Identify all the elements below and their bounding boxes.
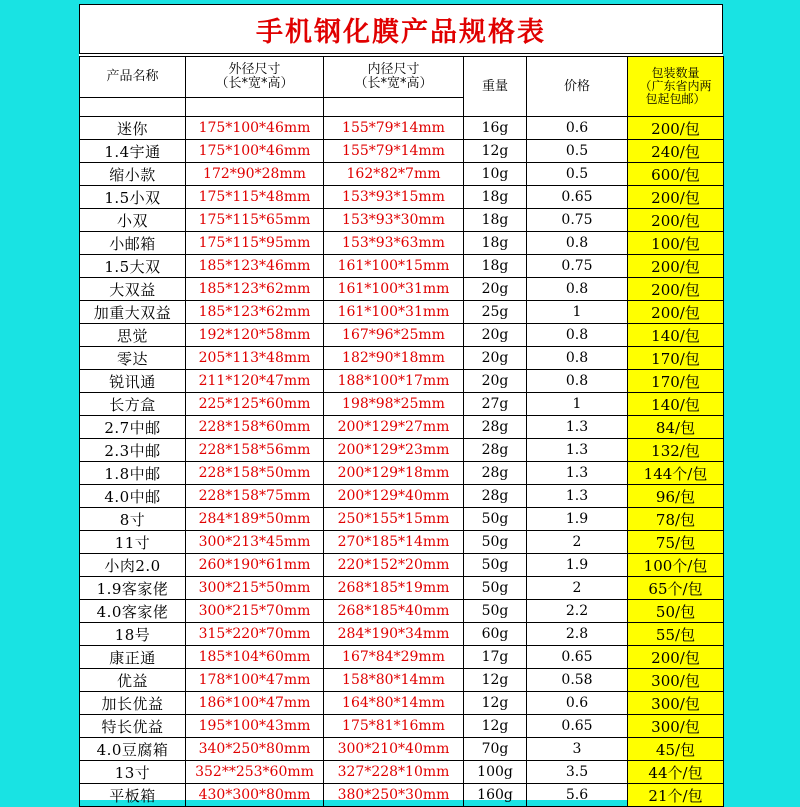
product-name-cell: 加重大双益 [80,301,186,324]
weight-cell: 12g [464,669,527,692]
package-qty-cell: 170/包 [628,370,724,393]
price-cell: 0.65 [527,715,628,738]
package-qty-cell: 75/包 [628,531,724,554]
table-header [80,57,724,117]
weight-cell: 18g [464,232,527,255]
price-cell: 0.5 [527,140,628,163]
header-inner-size-title: 内径尺寸 [367,62,420,77]
weight-cell: 20g [464,347,527,370]
price-cell: 1.3 [527,416,628,439]
table-row [80,623,724,646]
product-name-cell: 大双益 [80,278,186,301]
inner-size-cell: 164*80*14mm [324,692,464,715]
product-name-cell: 1.8中邮 [80,462,186,485]
package-qty-cell: 84/包 [628,416,724,439]
weight-cell: 18g [464,255,527,278]
package-qty-cell: 100个/包 [628,554,724,577]
header-blank-cell [324,98,464,117]
outer-size-cell: 175*100*46mm [186,140,324,163]
weight-cell: 10g [464,163,527,186]
outer-size-cell: 185*123*62mm [186,278,324,301]
inner-size-cell: 220*152*20mm [324,554,464,577]
weight-cell: 12g [464,692,527,715]
table-row [80,324,724,347]
header-package-qty-note2: 包起包邮） [645,92,706,106]
table-row [80,577,724,600]
table-body [80,117,724,807]
outer-size-cell: 225*125*60mm [186,393,324,416]
table-row [80,163,724,186]
table-row [80,669,724,692]
price-cell: 1.9 [527,508,628,531]
product-name-cell: 4.0中邮 [80,485,186,508]
inner-size-cell: 182*90*18mm [324,347,464,370]
header-weight: 重量 [464,57,527,117]
weight-cell: 60g [464,623,527,646]
inner-size-cell: 200*129*18mm [324,462,464,485]
price-cell: 2.8 [527,623,628,646]
weight-cell: 28g [464,439,527,462]
package-qty-cell: 600/包 [628,163,724,186]
table-row [80,554,724,577]
inner-size-cell: 155*79*14mm [324,140,464,163]
inner-size-cell: 153*93*30mm [324,209,464,232]
outer-size-cell: 195*100*43mm [186,715,324,738]
weight-cell: 18g [464,186,527,209]
price-cell: 0.8 [527,370,628,393]
product-name-cell: 思觉 [80,324,186,347]
inner-size-cell: 200*129*23mm [324,439,464,462]
header-outer-size-dims: （长*宽*高） [215,76,294,91]
inner-size-cell: 268*185*40mm [324,600,464,623]
price-cell: 1.3 [527,485,628,508]
inner-size-cell: 188*100*17mm [324,370,464,393]
outer-size-cell: 186*100*47mm [186,692,324,715]
product-name-cell: 1.9客家佬 [80,577,186,600]
table-row [80,508,724,531]
package-qty-cell: 200/包 [628,209,724,232]
package-qty-cell: 50/包 [628,600,724,623]
outer-size-cell: 205*113*48mm [186,347,324,370]
table-row [80,600,724,623]
product-name-cell: 缩小款 [80,163,186,186]
table-row [80,232,724,255]
package-qty-cell: 140/包 [628,393,724,416]
product-name-cell: 迷你 [80,117,186,140]
inner-size-cell: 167*96*25mm [324,324,464,347]
inner-size-cell: 250*155*15mm [324,508,464,531]
package-qty-cell: 45/包 [628,738,724,761]
table-row [80,646,724,669]
weight-cell: 20g [464,278,527,301]
outer-size-cell: 352**253*60mm [186,761,324,784]
header-price: 价格 [527,57,628,117]
table-row [80,784,724,807]
inner-size-cell: 158*80*14mm [324,669,464,692]
weight-cell: 50g [464,531,527,554]
header-blank-cell [186,98,324,117]
price-cell: 3 [527,738,628,761]
outer-size-cell: 300*215*70mm [186,600,324,623]
product-name-cell: 小邮箱 [80,232,186,255]
product-name-cell: 平板箱 [80,784,186,807]
table-row [80,393,724,416]
inner-size-cell: 284*190*34mm [324,623,464,646]
price-cell: 0.75 [527,255,628,278]
outer-size-cell: 300*213*45mm [186,531,324,554]
outer-size-cell: 192*120*58mm [186,324,324,347]
product-name-cell: 1.5大双 [80,255,186,278]
table-row [80,439,724,462]
weight-cell: 160g [464,784,527,807]
inner-size-cell: 270*185*14mm [324,531,464,554]
package-qty-cell: 170/包 [628,347,724,370]
package-qty-cell: 200/包 [628,186,724,209]
package-qty-cell: 140/包 [628,324,724,347]
header-outer-size [186,57,324,98]
header-blank-cell [80,98,186,117]
page-title: 手机钢化膜产品规格表 [79,4,723,54]
price-cell: 1.3 [527,462,628,485]
weight-cell: 50g [464,577,527,600]
header-inner-size-dims: （长*宽*高） [354,76,433,91]
price-cell: 2.2 [527,600,628,623]
product-name-cell: 4.0客家佬 [80,600,186,623]
price-cell: 0.65 [527,186,628,209]
table-row [80,186,724,209]
table-row [80,301,724,324]
header-package-qty-title: 包装数量 [651,66,700,80]
weight-cell: 70g [464,738,527,761]
weight-cell: 50g [464,508,527,531]
inner-size-cell: 161*100*15mm [324,255,464,278]
inner-size-cell: 175*81*16mm [324,715,464,738]
outer-size-cell: 175*115*95mm [186,232,324,255]
package-qty-cell: 100/包 [628,232,724,255]
weight-cell: 12g [464,715,527,738]
outer-size-cell: 172*90*28mm [186,163,324,186]
table-row [80,347,724,370]
outer-size-cell: 300*215*50mm [186,577,324,600]
price-cell: 0.8 [527,324,628,347]
product-name-cell: 13寸 [80,761,186,784]
outer-size-cell: 211*120*47mm [186,370,324,393]
package-qty-cell: 55/包 [628,623,724,646]
weight-cell: 27g [464,393,527,416]
package-qty-cell: 96/包 [628,485,724,508]
price-cell: 5.6 [527,784,628,807]
product-name-cell: 长方盒 [80,393,186,416]
outer-size-cell: 260*190*61mm [186,554,324,577]
inner-size-cell: 200*129*27mm [324,416,464,439]
table-row [80,715,724,738]
outer-size-cell: 430*300*80mm [186,784,324,807]
product-name-cell: 特长优益 [80,715,186,738]
inner-size-cell: 161*100*31mm [324,278,464,301]
price-cell: 0.6 [527,117,628,140]
price-cell: 0.58 [527,669,628,692]
header-inner-size [324,57,464,98]
outer-size-cell: 175*115*65mm [186,209,324,232]
outer-size-cell: 340*250*80mm [186,738,324,761]
inner-size-cell: 162*82*7mm [324,163,464,186]
product-name-cell: 2.3中邮 [80,439,186,462]
inner-size-cell: 200*129*40mm [324,485,464,508]
table-row [80,485,724,508]
spec-table [79,56,724,807]
price-cell: 0.65 [527,646,628,669]
outer-size-cell: 228*158*60mm [186,416,324,439]
inner-size-cell: 153*93*15mm [324,186,464,209]
price-cell: 2 [527,577,628,600]
outer-size-cell: 315*220*70mm [186,623,324,646]
outer-size-cell: 175*100*46mm [186,117,324,140]
table-row [80,738,724,761]
outer-size-cell: 185*104*60mm [186,646,324,669]
package-qty-cell: 300/包 [628,669,724,692]
outer-size-cell: 185*123*46mm [186,255,324,278]
package-qty-cell: 132/包 [628,439,724,462]
package-qty-cell: 21个/包 [628,784,724,807]
outer-size-cell: 228*158*75mm [186,485,324,508]
weight-cell: 20g [464,324,527,347]
package-qty-cell: 200/包 [628,278,724,301]
product-name-cell: 小双 [80,209,186,232]
inner-size-cell: 198*98*25mm [324,393,464,416]
price-cell: 0.75 [527,209,628,232]
outer-size-cell: 228*158*50mm [186,462,324,485]
header-package-qty-note1: （广东省内两 [639,79,712,93]
product-name-cell: 优益 [80,669,186,692]
weight-cell: 17g [464,646,527,669]
product-name-cell: 康正通 [80,646,186,669]
package-qty-cell: 200/包 [628,255,724,278]
product-name-cell: 1.5小双 [80,186,186,209]
package-qty-cell: 300/包 [628,715,724,738]
price-cell: 3.5 [527,761,628,784]
product-name-cell: 加长优益 [80,692,186,715]
inner-size-cell: 161*100*31mm [324,301,464,324]
table-row [80,370,724,393]
table-row [80,416,724,439]
inner-size-cell: 153*93*63mm [324,232,464,255]
header-package-qty [628,57,724,117]
outer-size-cell: 228*158*56mm [186,439,324,462]
weight-cell: 18g [464,209,527,232]
inner-size-cell: 167*84*29mm [324,646,464,669]
price-cell: 1 [527,393,628,416]
outer-size-cell: 284*189*50mm [186,508,324,531]
price-cell: 0.8 [527,278,628,301]
weight-cell: 28g [464,485,527,508]
package-qty-cell: 200/包 [628,646,724,669]
table-row [80,692,724,715]
price-cell: 0.5 [527,163,628,186]
price-cell: 2 [527,531,628,554]
weight-cell: 50g [464,600,527,623]
weight-cell: 12g [464,140,527,163]
product-name-cell: 锐讯通 [80,370,186,393]
product-name-cell: 小肉2.0 [80,554,186,577]
header-name: 产品名称 [80,57,186,98]
package-qty-cell: 300/包 [628,692,724,715]
table-row [80,278,724,301]
price-cell: 0.8 [527,232,628,255]
price-cell: 1 [527,301,628,324]
table-row [80,209,724,232]
table-row [80,140,724,163]
outer-size-cell: 175*115*48mm [186,186,324,209]
package-qty-cell: 44个/包 [628,761,724,784]
package-qty-cell: 78/包 [628,508,724,531]
weight-cell: 50g [464,554,527,577]
table-row [80,117,724,140]
product-name-cell: 18号 [80,623,186,646]
inner-size-cell: 380*250*30mm [324,784,464,807]
inner-size-cell: 268*185*19mm [324,577,464,600]
product-name-cell: 1.4宇通 [80,140,186,163]
table-row [80,531,724,554]
package-qty-cell: 200/包 [628,301,724,324]
price-cell: 1.9 [527,554,628,577]
spec-sheet [79,4,723,805]
package-qty-cell: 240/包 [628,140,724,163]
package-qty-cell: 200/包 [628,117,724,140]
price-cell: 1.3 [527,439,628,462]
product-name-cell: 8寸 [80,508,186,531]
weight-cell: 28g [464,416,527,439]
table-row [80,462,724,485]
product-name-cell: 2.7中邮 [80,416,186,439]
inner-size-cell: 155*79*14mm [324,117,464,140]
table-row [80,761,724,784]
table-row [80,255,724,278]
package-qty-cell: 65个/包 [628,577,724,600]
price-cell: 0.6 [527,692,628,715]
weight-cell: 100g [464,761,527,784]
product-name-cell: 11寸 [80,531,186,554]
weight-cell: 20g [464,370,527,393]
header-outer-size-title: 外径尺寸 [228,62,281,77]
outer-size-cell: 185*123*62mm [186,301,324,324]
weight-cell: 25g [464,301,527,324]
package-qty-cell: 144个/包 [628,462,724,485]
outer-size-cell: 178*100*47mm [186,669,324,692]
weight-cell: 16g [464,117,527,140]
weight-cell: 28g [464,462,527,485]
price-cell: 0.8 [527,347,628,370]
product-name-cell: 零达 [80,347,186,370]
inner-size-cell: 300*210*40mm [324,738,464,761]
product-name-cell: 4.0豆腐箱 [80,738,186,761]
inner-size-cell: 327*228*10mm [324,761,464,784]
